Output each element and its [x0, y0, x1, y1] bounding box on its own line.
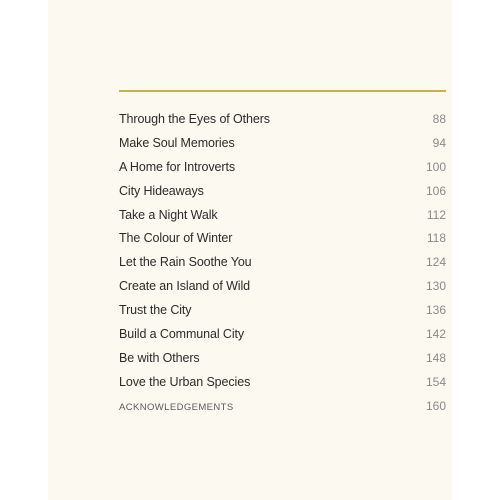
toc-entry	[119, 204, 446, 228]
toc-entry	[119, 108, 446, 132]
toc-entry-title: Build a Communal City	[119, 327, 245, 342]
toc-entry	[119, 156, 446, 180]
toc-entry	[119, 347, 446, 371]
toc-entry-title: A Home for Introverts	[119, 159, 235, 174]
toc-entry-page: 142	[425, 327, 446, 342]
toc-entry-page: 100	[425, 159, 446, 174]
table-of-contents	[119, 108, 446, 419]
toc-entry-page: 112	[426, 207, 446, 222]
toc-entry-title: City Hideaways	[119, 183, 204, 198]
toc-entry-title: Create an Island of Wild	[119, 279, 250, 294]
toc-entry-page: 94	[432, 135, 446, 150]
toc-entry-acknowledgements	[119, 395, 446, 419]
toc-entry	[119, 323, 446, 347]
toc-entry-title: Make Soul Memories	[119, 135, 235, 150]
toc-entry-title: ACKNOWLEDGEMENTS	[119, 401, 234, 413]
header-rule	[119, 90, 446, 92]
toc-entry	[119, 275, 446, 299]
toc-entry	[119, 132, 446, 156]
toc-entry-title: Love the Urban Species	[119, 374, 251, 389]
toc-entry	[119, 180, 446, 204]
toc-entry	[119, 227, 446, 251]
toc-entry-page: 118	[426, 231, 446, 246]
toc-entry-page: 160	[425, 398, 446, 413]
toc-entry	[119, 251, 446, 275]
toc-entry-page: 88	[432, 112, 446, 126]
toc-entry-page: 148	[425, 350, 446, 365]
toc-entry-title: Trust the City	[119, 303, 192, 318]
toc-entry-page: 136	[425, 303, 446, 318]
toc-entry-title: The Colour of Winter	[119, 231, 233, 246]
toc-entry	[119, 371, 446, 395]
toc-entry-page: 124	[425, 255, 446, 270]
toc-entry-page: 154	[425, 374, 446, 389]
toc-entry-title: Be with Others	[119, 350, 200, 365]
toc-entry-page: 130	[425, 279, 446, 294]
toc-entry-page: 106	[425, 183, 446, 198]
toc-entry	[119, 299, 446, 323]
toc-entry-title: Let the Rain Soothe You	[119, 255, 252, 270]
book-page	[48, 0, 452, 500]
toc-entry-title: Take a Night Walk	[119, 207, 218, 222]
toc-entry-title: Through the Eyes of Others	[119, 112, 270, 126]
